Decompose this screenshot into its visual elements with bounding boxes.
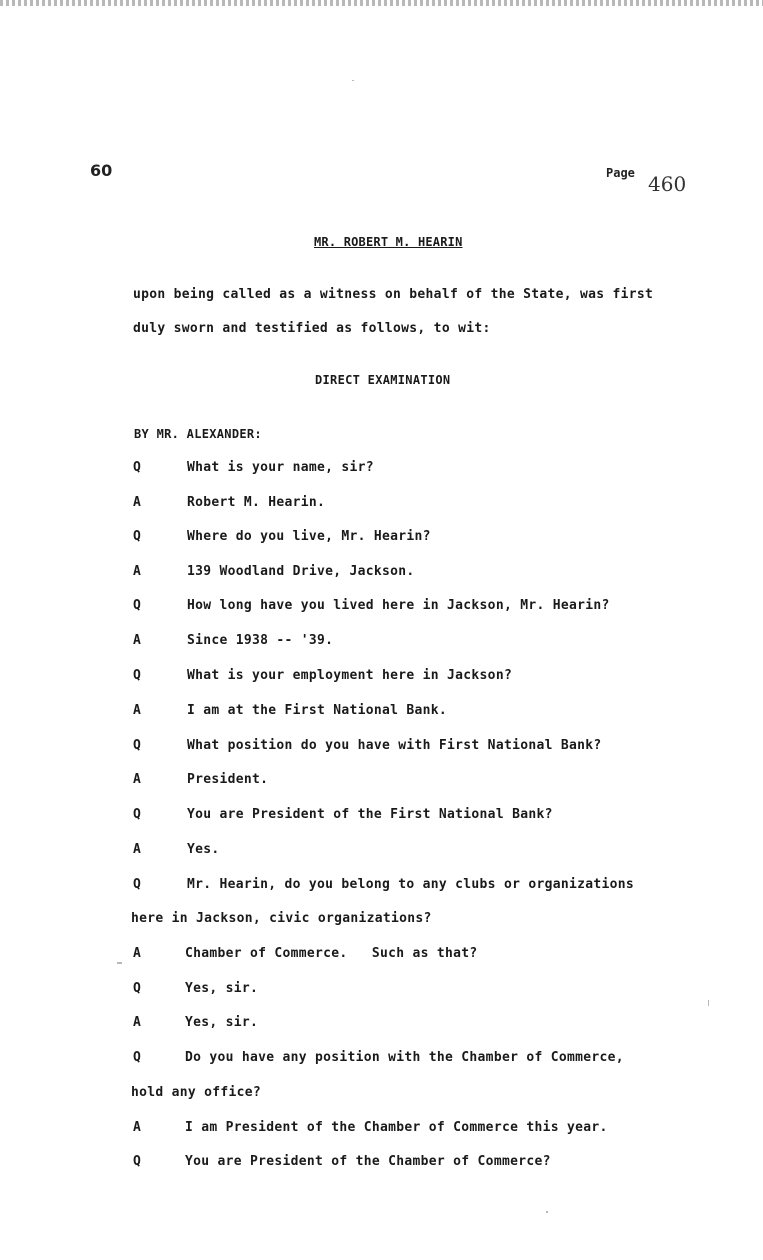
qa-text: Robert M. Hearin. <box>187 495 326 510</box>
qa-speaker: A <box>133 1015 141 1030</box>
qa-speaker: Q <box>133 981 141 996</box>
qa-speaker: Q <box>133 877 141 892</box>
qa-text: Yes, sir. <box>185 981 259 996</box>
qa-text: What is your employment here in Jackson? <box>187 668 513 683</box>
scan-speck <box>708 1000 709 1006</box>
qa-speaker: Q <box>133 529 141 544</box>
qa-speaker: Q <box>133 807 141 822</box>
qa-text: What is your name, sir? <box>187 460 374 475</box>
scan-speck <box>352 80 354 81</box>
qa-text: President. <box>187 772 269 787</box>
qa-speaker: A <box>133 1120 141 1135</box>
intro-line: upon being called as a witness on behalf of the State, was first <box>133 287 654 302</box>
qa-speaker: A <box>133 633 141 648</box>
scan-speck <box>546 1211 548 1213</box>
qa-speaker: A <box>133 564 141 579</box>
section-heading: DIRECT EXAMINATION <box>315 373 451 387</box>
qa-text: Mr. Hearin, do you belong to any clubs or organizations <box>187 877 634 892</box>
qa-speaker: Q <box>133 668 141 683</box>
qa-text: Do you have any position with the Chamber of Commerce, <box>185 1050 624 1065</box>
qa-text: How long have you lived here in Jackson, Mr. Hearin? <box>187 598 610 613</box>
qa-speaker: Q <box>133 738 141 753</box>
witness-name: MR. ROBERT M. HEARIN <box>314 235 463 249</box>
qa-speaker: Q <box>133 1050 141 1065</box>
intro-line: duly sworn and testified as follows, to wit: <box>133 321 491 336</box>
qa-text: Chamber of Commerce. Such as that? <box>185 946 478 961</box>
qa-speaker: Q <box>133 460 141 475</box>
scan-top-edge <box>0 0 763 6</box>
qa-text: Yes. <box>187 842 220 857</box>
qa-text: What position do you have with First National Bank? <box>187 738 602 753</box>
qa-speaker: A <box>133 703 141 718</box>
scan-speck <box>117 962 122 964</box>
qa-speaker: A <box>133 495 141 510</box>
qa-speaker: Q <box>133 598 141 613</box>
page-label: Page <box>606 166 635 180</box>
qa-text: I am President of the Chamber of Commerce this year. <box>185 1120 608 1135</box>
qa-text: You are President of the First National Bank? <box>187 807 553 822</box>
qa-continuation: here in Jackson, civic organizations? <box>131 911 432 926</box>
qa-text: 139 Woodland Drive, Jackson. <box>187 564 415 579</box>
qa-text: You are President of the Chamber of Commerce? <box>185 1154 551 1169</box>
examiner-label: BY MR. ALEXANDER: <box>134 427 262 441</box>
qa-text: Yes, sir. <box>185 1015 259 1030</box>
qa-text: Since 1938 -- '39. <box>187 633 334 648</box>
qa-text: I am at the First National Bank. <box>187 703 448 718</box>
qa-speaker: Q <box>133 1154 141 1169</box>
qa-continuation: hold any office? <box>131 1085 262 1100</box>
page-number-left: 60 <box>90 161 113 180</box>
qa-speaker: A <box>133 772 141 787</box>
qa-speaker: A <box>133 842 141 857</box>
page-number-right: 460 <box>648 172 687 196</box>
qa-speaker: A <box>133 946 141 961</box>
qa-text: Where do you live, Mr. Hearin? <box>187 529 431 544</box>
